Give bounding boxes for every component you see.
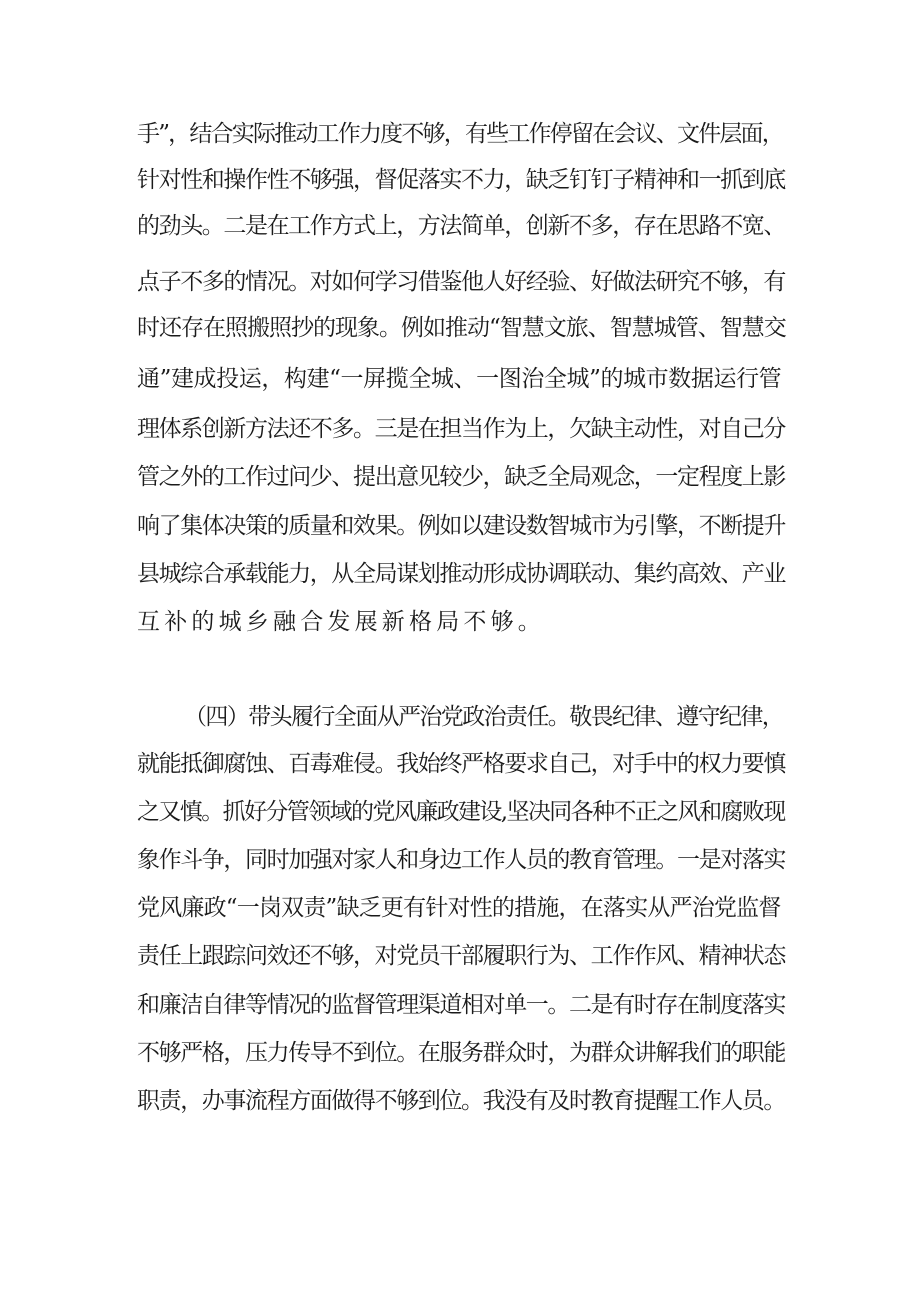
- text-line: 的劲头。二是在工作方式上，方法简单，创新不多，存在思路不宽、: [137, 213, 786, 239]
- text-line: 和廉洁自律等情况的监督管理渠道相对单一。二是有时存在制度落实: [137, 992, 786, 1018]
- text-line: 互补的城乡融合发展新格局不够。: [137, 609, 545, 635]
- text-line: 响了集体决策的质量和效果。例如以建设数智城市为引擎，不断提升: [137, 513, 786, 539]
- text-line: 象作斗争，同时加强对家人和身边工作人员的教育管理。一是对落实: [137, 847, 786, 873]
- text-line: 手”，结合实际推动工作力度不够，有些工作停留在会议、文件层面，: [137, 121, 783, 147]
- text-line: 责任上跟踪问效还不够，对党员干部履职行为、工作作风、精神状态: [137, 943, 786, 969]
- text-line: 理体系创新方法还不多。三是在担当作为上，欠缺主动性，对自己分: [137, 416, 786, 442]
- section-heading-line: （四）带头履行全面从严治党政治责任。敬畏纪律、遵守纪律，: [184, 704, 784, 730]
- text-line: 党风廉政“一岗双责”缺乏更有针对性的措施，在落实从严治党监督: [137, 895, 781, 921]
- text-line: 管之外的工作过问少、提出意见较少，缺乏全局观念，一定程度上影: [137, 464, 786, 490]
- text-line: 针对性和操作性不够强，督促落实不力，缺乏钉钉子精神和一抓到底: [137, 167, 786, 193]
- text-line: 就能抵御腐蚀、百毒难侵。我始终严格要求自己，对手中的权力要慎: [137, 751, 786, 777]
- text-line: 之又慎。抓好分管领域的党风廉政建设,坚决同各种不正之风和腐败现: [137, 799, 785, 825]
- text-line: 不够严格，压力传导不到位。在服务群众时，为群众讲解我们的职能: [137, 1040, 786, 1066]
- text-line: 通”建成投运，构建“一屏揽全城、一图治全城”的城市数据运行管: [137, 366, 782, 392]
- text-line: 县城综合承载能力，从全局谋划推动形成协调联动、集约高效、产业: [137, 561, 786, 587]
- text-line: 时还存在照搬照抄的现象。例如推动“智慧文旅、智慧城管、智慧交: [137, 315, 786, 341]
- text-line: 点子不多的情况。对如何学习借鉴他人好经验、好做法研究不够，有: [137, 269, 786, 295]
- text-line: 职责，办事流程方面做得不够到位。我没有及时教育提醒工作人员。: [137, 1088, 786, 1114]
